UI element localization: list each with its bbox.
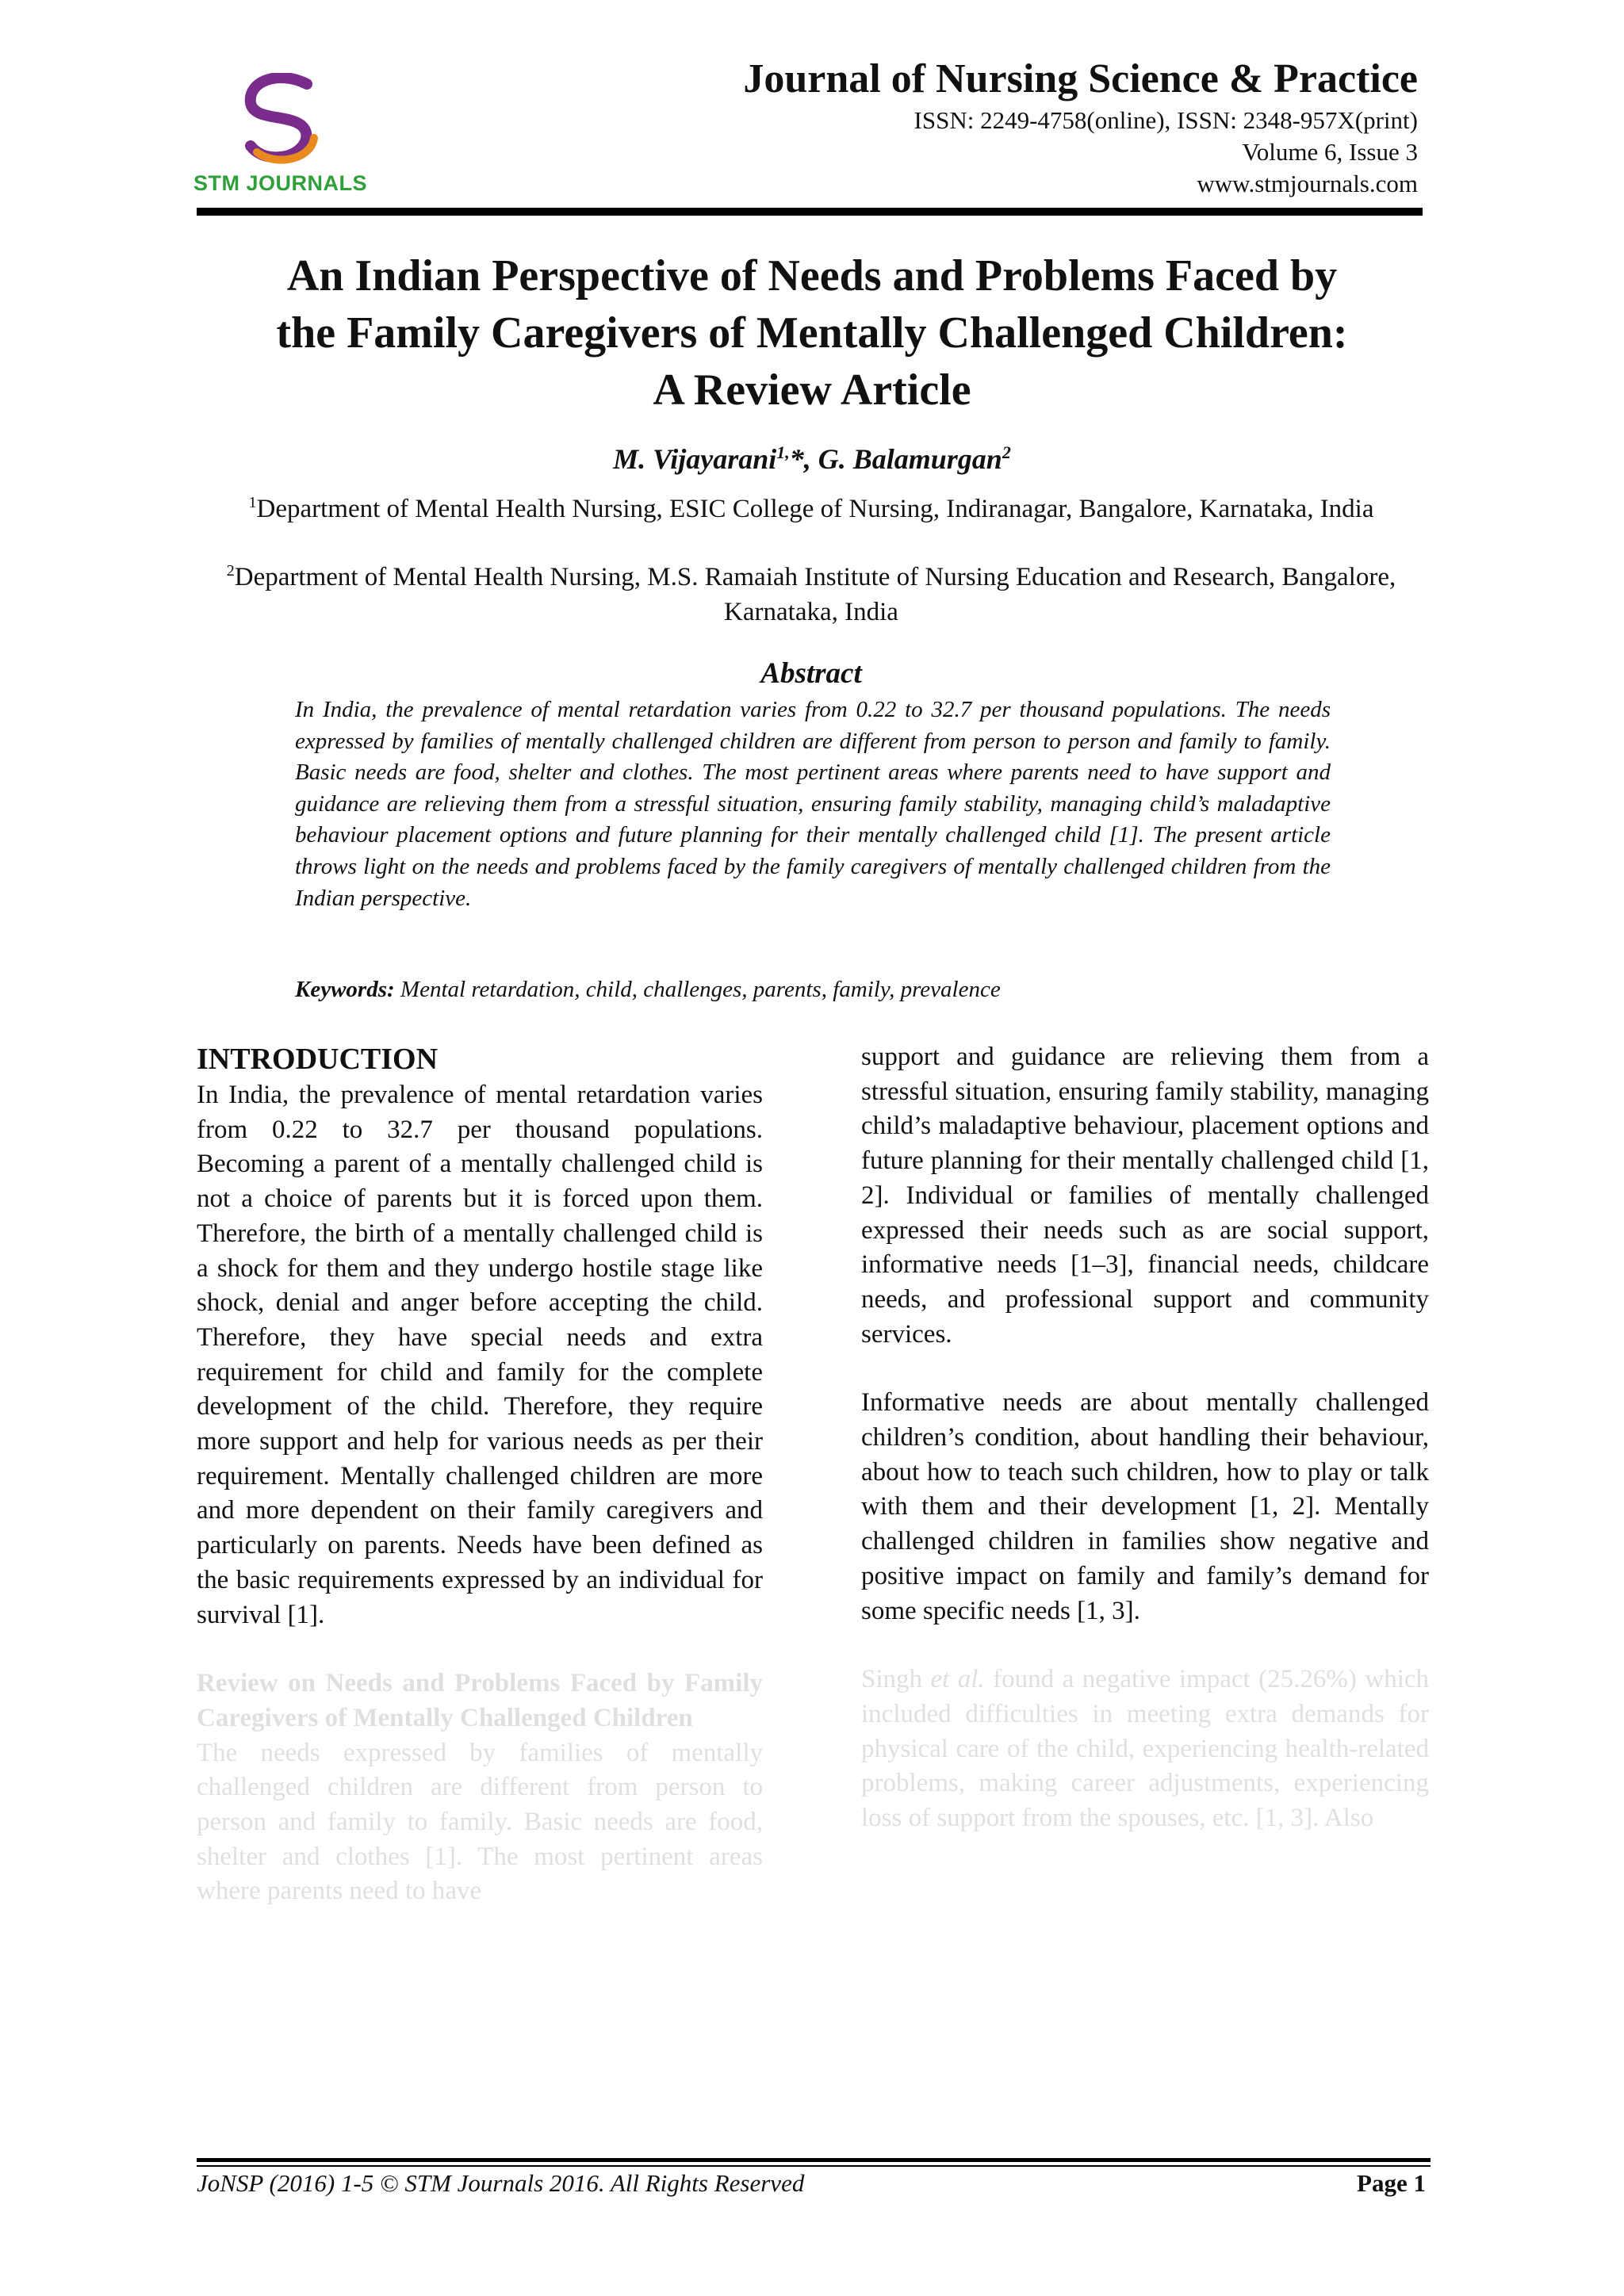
corresponding-mark: *, [789, 443, 818, 475]
affiliation-2 [197, 553, 1426, 629]
keywords [295, 977, 1331, 1003]
affiliation-2-text: Department of Mental Health Nursing, M.S. Ramaiah Institute of Nursing Education and Research, Bangalore, Karnataka, India [234, 563, 1396, 626]
volume-line: Volume 6, Issue 3 [1242, 138, 1418, 166]
introduction-paragraph: In India, the prevalence of mental retardation varies from 0.22 to 32.7 per thousand populations. Becoming a parent of a mentally challenged child is not a choice of parents but it is forced upon them. Therefore, the birth of a mentally challenged child is a shock for them and they undergo hostile stage like shock, denial and anger before accepting the child. Therefore, they have special needs and extra requirement for child and family for the complete development of the child. Therefore, they require more support and help for various needs as per their requirement. Mentally challenged children are more and more dependent on their family caregivers and particularly on parents. Needs have been defined as the basic requirements expressed by an individual for survival [1]. [197, 1081, 763, 1629]
author-line [159, 442, 1465, 476]
title-line-2: the Family Caregivers of Mentally Challenged Children: [276, 308, 1348, 358]
keywords-list: Mental retardation, child, challenges, parents, family, prevalence [394, 977, 1001, 1002]
affiliation-1-text: Department of Mental Health Nursing, ESIC College of Nursing, Indiranagar, Bangalore, Karnataka, India [256, 495, 1374, 523]
affiliation-1 [197, 485, 1426, 526]
footer-rule-thin [197, 2165, 1431, 2167]
header-rule [197, 208, 1423, 216]
affiliation-2-superscript: 2 [226, 562, 235, 580]
title-line-1: An Indian Perspective of Needs and Problems Faced by [286, 251, 1338, 300]
paragraph-gap [861, 1352, 1429, 1386]
author-2-superscript: 2 [1002, 442, 1011, 462]
right-paragraph-3-etal: et al. [930, 1665, 985, 1694]
title-line-3: A Review Article [653, 365, 971, 415]
right-paragraph-3 [861, 1663, 1429, 1836]
logo-text: STM JOURNALS [193, 171, 368, 195]
stm-logo-icon [232, 73, 335, 168]
left-column [197, 1040, 763, 1909]
right-paragraph-2: Informative needs are about mentally challenged children’s condition, about handling their behaviour, about how to teach such children, how to play or talk with them and their development [1, 2]. Mentally challenged children in families show negative and positive impact on family and family’s demand for some specific needs [1, 3]. [861, 1388, 1429, 1625]
introduction-heading: INTRODUCTION [197, 1043, 439, 1076]
journal-title: Journal of Nursing Science & Practice [743, 56, 1418, 101]
journal-logo [193, 73, 376, 200]
footer-rule [197, 2158, 1431, 2162]
footer-citation: JoNSP (2016) 1-5 © STM Journals 2016. All Rights Reserved [197, 2169, 805, 2197]
right-column [861, 1040, 1429, 1836]
right-paragraph-3-rest: found a negative impact (25.26%) which included difficulties in meeting extra demands for physical care of the child, experiencing health-related problems, making career adjustments, experiencing loss of support from the spouses, etc. [1, 3]. Also [861, 1665, 1430, 1833]
affiliation-1-superscript: 1 [248, 494, 257, 511]
website-link[interactable]: www.stmjournals.com [1197, 170, 1418, 197]
review-paragraph: The needs expressed by families of mentally challenged children are different from person to person and family to family. Basic needs are food, shelter and clothes [1]. The most pertinent areas where parents need to have [197, 1738, 763, 1906]
abstract-heading: Abstract [760, 657, 862, 690]
keywords-label: Keywords: [295, 977, 395, 1002]
issn-line: ISSN: 2249-4758(online), ISSN: 2348-957X(print) [914, 106, 1418, 134]
review-section-heading: Review on Needs and Problems Faced by Family Caregivers of Mentally Challenged Children [197, 1669, 763, 1732]
paragraph-gap [197, 1632, 763, 1667]
author-1: M. Vijayarani [613, 443, 777, 475]
paragraph-gap [861, 1628, 1429, 1663]
article-title [159, 247, 1465, 419]
right-paragraph-3-start: Singh [861, 1665, 931, 1694]
author-1-superscript: 1, [776, 442, 790, 462]
author-2: G. Balamurgan [818, 443, 1002, 475]
abstract-text: In India, the prevalence of mental retardation varies from 0.22 to 32.7 per thousand populations. The needs expressed by families of mentally challenged children are different from person to person and family to family. Basic needs are food, shelter and clothes. The most pertinent areas where parents need to have support and guidance are relieving them from a stressful situation, ensuring family stability, managing child’s maladaptive behaviour placement options and future planning for their mentally challenged child [1]. The present article throws light on the needs and problems faced by the family caregivers of mentally challenged children from the Indian perspective. [295, 697, 1331, 911]
right-paragraph-1: support and guidance are relieving them from a stressful situation, ensuring family stability, managing child’s maladaptive behaviour, placement options and future planning for their mentally challenged child [1, 2]. Individual or families of mentally challenged expressed their needs such as are social support, informative needs [1–3], financial needs, childcare needs, and professional support and community services. [861, 1043, 1429, 1349]
page-number: Page 1 [1357, 2169, 1426, 2197]
